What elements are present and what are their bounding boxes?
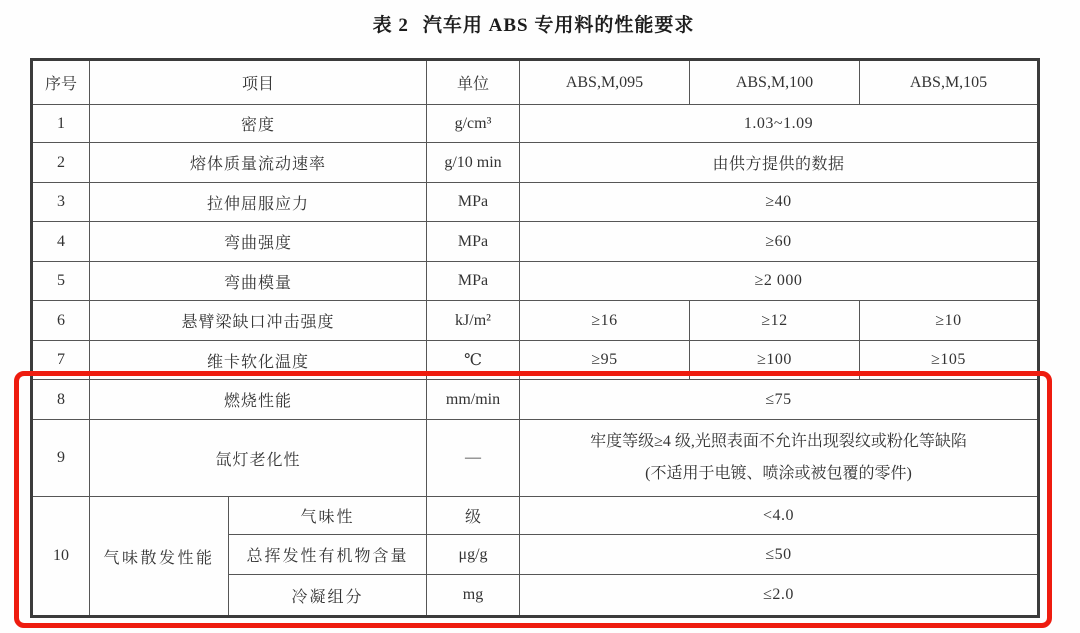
row-number: 8 — [32, 380, 90, 420]
unit: μg/g — [427, 535, 520, 575]
unit: kJ/m² — [427, 301, 520, 341]
value-grade-100: ≥12 — [690, 301, 860, 341]
item-name: 悬臂梁缺口冲击强度 — [90, 301, 427, 341]
table-title-text: 汽车用 ABS 专用料的性能要求 — [422, 15, 695, 36]
unit: MPa — [427, 222, 520, 262]
value-grade-095: ≥16 — [520, 301, 690, 341]
unit: — — [427, 420, 520, 497]
table-row — [32, 262, 1039, 301]
table-row — [32, 183, 1039, 222]
value: ≤50 — [520, 535, 1039, 575]
item-name: 维卡软化温度 — [90, 341, 427, 380]
item-name: 氙灯老化性 — [90, 420, 427, 497]
value-line-2: (不适用于电镀、喷涂或被包覆的零件) — [645, 465, 912, 482]
table-row — [32, 380, 1039, 420]
unit: g/10 min — [427, 143, 520, 183]
table-row — [32, 143, 1039, 183]
value-grade-095: ≥95 — [520, 341, 690, 380]
item-name: 燃烧性能 — [90, 380, 427, 420]
row-number: 7 — [32, 341, 90, 380]
row-number: 5 — [32, 262, 90, 301]
unit: mm/min — [427, 380, 520, 420]
table-row — [32, 341, 1039, 380]
value — [520, 420, 1039, 497]
value-grade-105: ≥10 — [860, 301, 1039, 341]
table-row — [32, 497, 1039, 535]
item-name: 拉伸屈服应力 — [90, 183, 427, 222]
row-number: 9 — [32, 420, 90, 497]
unit: g/cm³ — [427, 105, 520, 143]
unit: MPa — [427, 183, 520, 222]
item-name: 弯曲强度 — [90, 222, 427, 262]
value: ≥40 — [520, 183, 1039, 222]
table-row — [32, 105, 1039, 143]
table-header-row — [32, 60, 1039, 105]
row-number: 1 — [32, 105, 90, 143]
value-grade-100: ≥100 — [690, 341, 860, 380]
header-no: 序号 — [32, 60, 90, 105]
table-row — [32, 222, 1039, 262]
item-name: 熔体质量流动速率 — [90, 143, 427, 183]
header-unit: 单位 — [427, 60, 520, 105]
table-number-label: 表 2 — [372, 15, 409, 36]
value: ≤75 — [520, 380, 1039, 420]
value: 1.03~1.09 — [520, 105, 1039, 143]
header-item: 项目 — [90, 60, 427, 105]
row-number: 6 — [32, 301, 90, 341]
item-name: 密度 — [90, 105, 427, 143]
unit: MPa — [427, 262, 520, 301]
table-row — [32, 420, 1039, 497]
value: ≤2.0 — [520, 575, 1039, 617]
sub-item-name: 总挥发性有机物含量 — [229, 535, 427, 575]
row-number: 4 — [32, 222, 90, 262]
sub-item-name: 气味性 — [229, 497, 427, 535]
unit: ℃ — [427, 341, 520, 380]
unit: 级 — [427, 497, 520, 535]
value: ≥2 000 — [520, 262, 1039, 301]
table-row — [32, 301, 1039, 341]
sub-item-name: 冷凝组分 — [229, 575, 427, 617]
item-group-name: 气味散发性能 — [90, 497, 229, 617]
value-line-1: 牢度等级≥4 级,光照表面不允许出现裂纹或粉化等缺陷 — [590, 433, 967, 450]
requirements-table — [30, 58, 1040, 618]
unit: mg — [427, 575, 520, 617]
row-number: 3 — [32, 183, 90, 222]
page-title — [30, 10, 1037, 37]
header-grade-095: ABS,M,095 — [520, 60, 690, 105]
row-number: 2 — [32, 143, 90, 183]
value: 由供方提供的数据 — [520, 143, 1039, 183]
row-number: 10 — [32, 497, 90, 617]
header-grade-100: ABS,M,100 — [690, 60, 860, 105]
value: <4.0 — [520, 497, 1039, 535]
header-grade-105: ABS,M,105 — [860, 60, 1039, 105]
value: ≥60 — [520, 222, 1039, 262]
value-grade-105: ≥105 — [860, 341, 1039, 380]
item-name: 弯曲模量 — [90, 262, 427, 301]
